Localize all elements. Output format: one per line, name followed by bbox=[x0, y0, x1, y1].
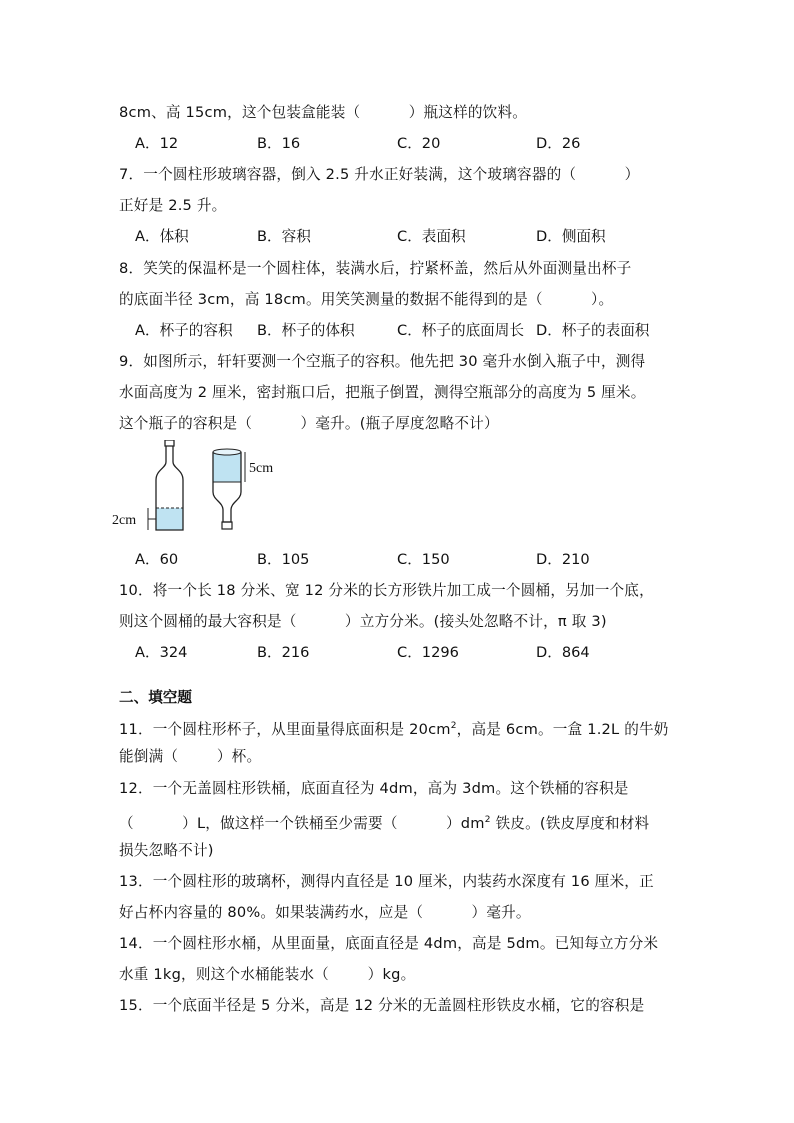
q6-option-c: C．20 bbox=[397, 135, 441, 152]
q8-option-d: D．杯子的表面积 bbox=[536, 322, 650, 339]
q11-stem: 11．一个圆柱形杯子，从里面量得底面积是 $20cm^2$，高是 6cm。一盒 1.2L 的牛奶 bbox=[119, 721, 669, 738]
label-5cm: 5cm bbox=[249, 461, 274, 476]
q6-option-d: D．26 bbox=[536, 135, 581, 152]
q7-option-d: D．侧面积 bbox=[536, 228, 606, 245]
q12-stem-3: 损失忽略不计) bbox=[119, 842, 214, 859]
q12-stem-2: （ ）L，做这样一个铁桶至少需要（ ）$dm^2$ 铁皮。(铁皮厚度和材料 bbox=[119, 815, 650, 832]
q9-stem-2: 水面高度为 2 厘米，密封瓶口后，把瓶子倒置，测得空瓶部分的高度为 5 厘米。 bbox=[119, 384, 646, 401]
q10-stem: 10．将一个长 18 分米、宽 12 分米的长方形铁片加工成一个圆桶，另加一个底， bbox=[119, 582, 654, 599]
q6-option-a: A．12 bbox=[135, 135, 179, 152]
q9-option-b: B．105 bbox=[257, 551, 310, 568]
q10-stem-2: 则这个圆桶的最大容积是（ ）立方分米。(接头处忽略不计，π 取 3) bbox=[119, 613, 607, 630]
q14-stem: 14．一个圆柱形水桶，从里面量，底面直径是 4dm，高是 5dm。已知每立方分米 bbox=[119, 935, 659, 952]
upright-bottle bbox=[112, 440, 183, 530]
q13-stem: 13．一个圆柱形的玻璃杯，测得内直径是 10 厘米，内装药水深度有 16 厘米，正 bbox=[119, 873, 654, 890]
bottle-figure bbox=[112, 440, 292, 540]
q9-stem-3: 这个瓶子的容积是（ ）毫升。(瓶子厚度忽略不计） bbox=[119, 415, 499, 432]
q10-option-a: A．324 bbox=[135, 644, 188, 661]
q6-stem-tail: 8cm、高 15cm，这个包装盒能装（ ）瓶这样的饮料。 bbox=[119, 104, 528, 121]
q12-stem: 12．一个无盖圆柱形铁桶，底面直径为 4dm，高为 3dm。这个铁桶的容积是 bbox=[119, 780, 629, 797]
q8-option-c: C．杯子的底面周长 bbox=[397, 322, 524, 339]
inverted-bottle bbox=[213, 449, 273, 529]
q9-option-a: A．60 bbox=[135, 551, 179, 568]
q9-option-d: D．210 bbox=[536, 551, 590, 568]
q7-stem-2: 正好是 2.5 升。 bbox=[119, 197, 227, 214]
q7-option-c: C．表面积 bbox=[397, 228, 466, 245]
q10-option-b: B．216 bbox=[257, 644, 310, 661]
q9-option-c: C．150 bbox=[397, 551, 450, 568]
q6-option-b: B．16 bbox=[257, 135, 301, 152]
q8-option-b: B．杯子的体积 bbox=[257, 322, 355, 339]
q8-stem-2: 的底面半径 3cm，高 18cm。用笑笑测量的数据不能得到的是（ ）。 bbox=[119, 291, 614, 308]
q10-option-c: C．1296 bbox=[397, 644, 459, 661]
q9-stem: 9．如图所示，轩轩要测一个空瓶子的容积。他先把 30 毫升水倒入瓶子中，测得 bbox=[119, 353, 646, 370]
bottle-cap bbox=[222, 522, 232, 529]
section-heading-fill-in: 二、填空题 bbox=[119, 689, 192, 706]
q7-option-b: B．容积 bbox=[257, 228, 311, 245]
q8-stem: 8．笑笑的保温杯是一个圆柱体，装满水后，拧紧杯盖，然后从外面测量出杯子 bbox=[119, 260, 632, 277]
q7-stem: 7．一个圆柱形玻璃容器，倒入 2.5 升水正好装满，这个玻璃容器的（ ） bbox=[119, 166, 640, 183]
water-fill-inverted bbox=[213, 452, 241, 482]
q14-stem-2: 水重 1kg，则这个水桶能装水（ ）kg。 bbox=[119, 966, 416, 983]
label-2cm: 2cm bbox=[112, 513, 137, 528]
q15-stem: 15．一个底面半径是 5 分米，高是 12 分米的无盖圆柱形铁皮水桶，它的容积是 bbox=[119, 997, 645, 1014]
q10-option-d: D．864 bbox=[536, 644, 590, 661]
q13-stem-2: 好占杯内容量的 80%。如果装满药水，应是（ ）毫升。 bbox=[119, 904, 531, 921]
q7-option-a: A．体积 bbox=[135, 228, 189, 245]
q11-stem-2: 能倒满（ ）杯。 bbox=[119, 748, 262, 765]
q8-option-a: A．杯子的容积 bbox=[135, 322, 233, 339]
water-fill-upright bbox=[156, 508, 183, 530]
